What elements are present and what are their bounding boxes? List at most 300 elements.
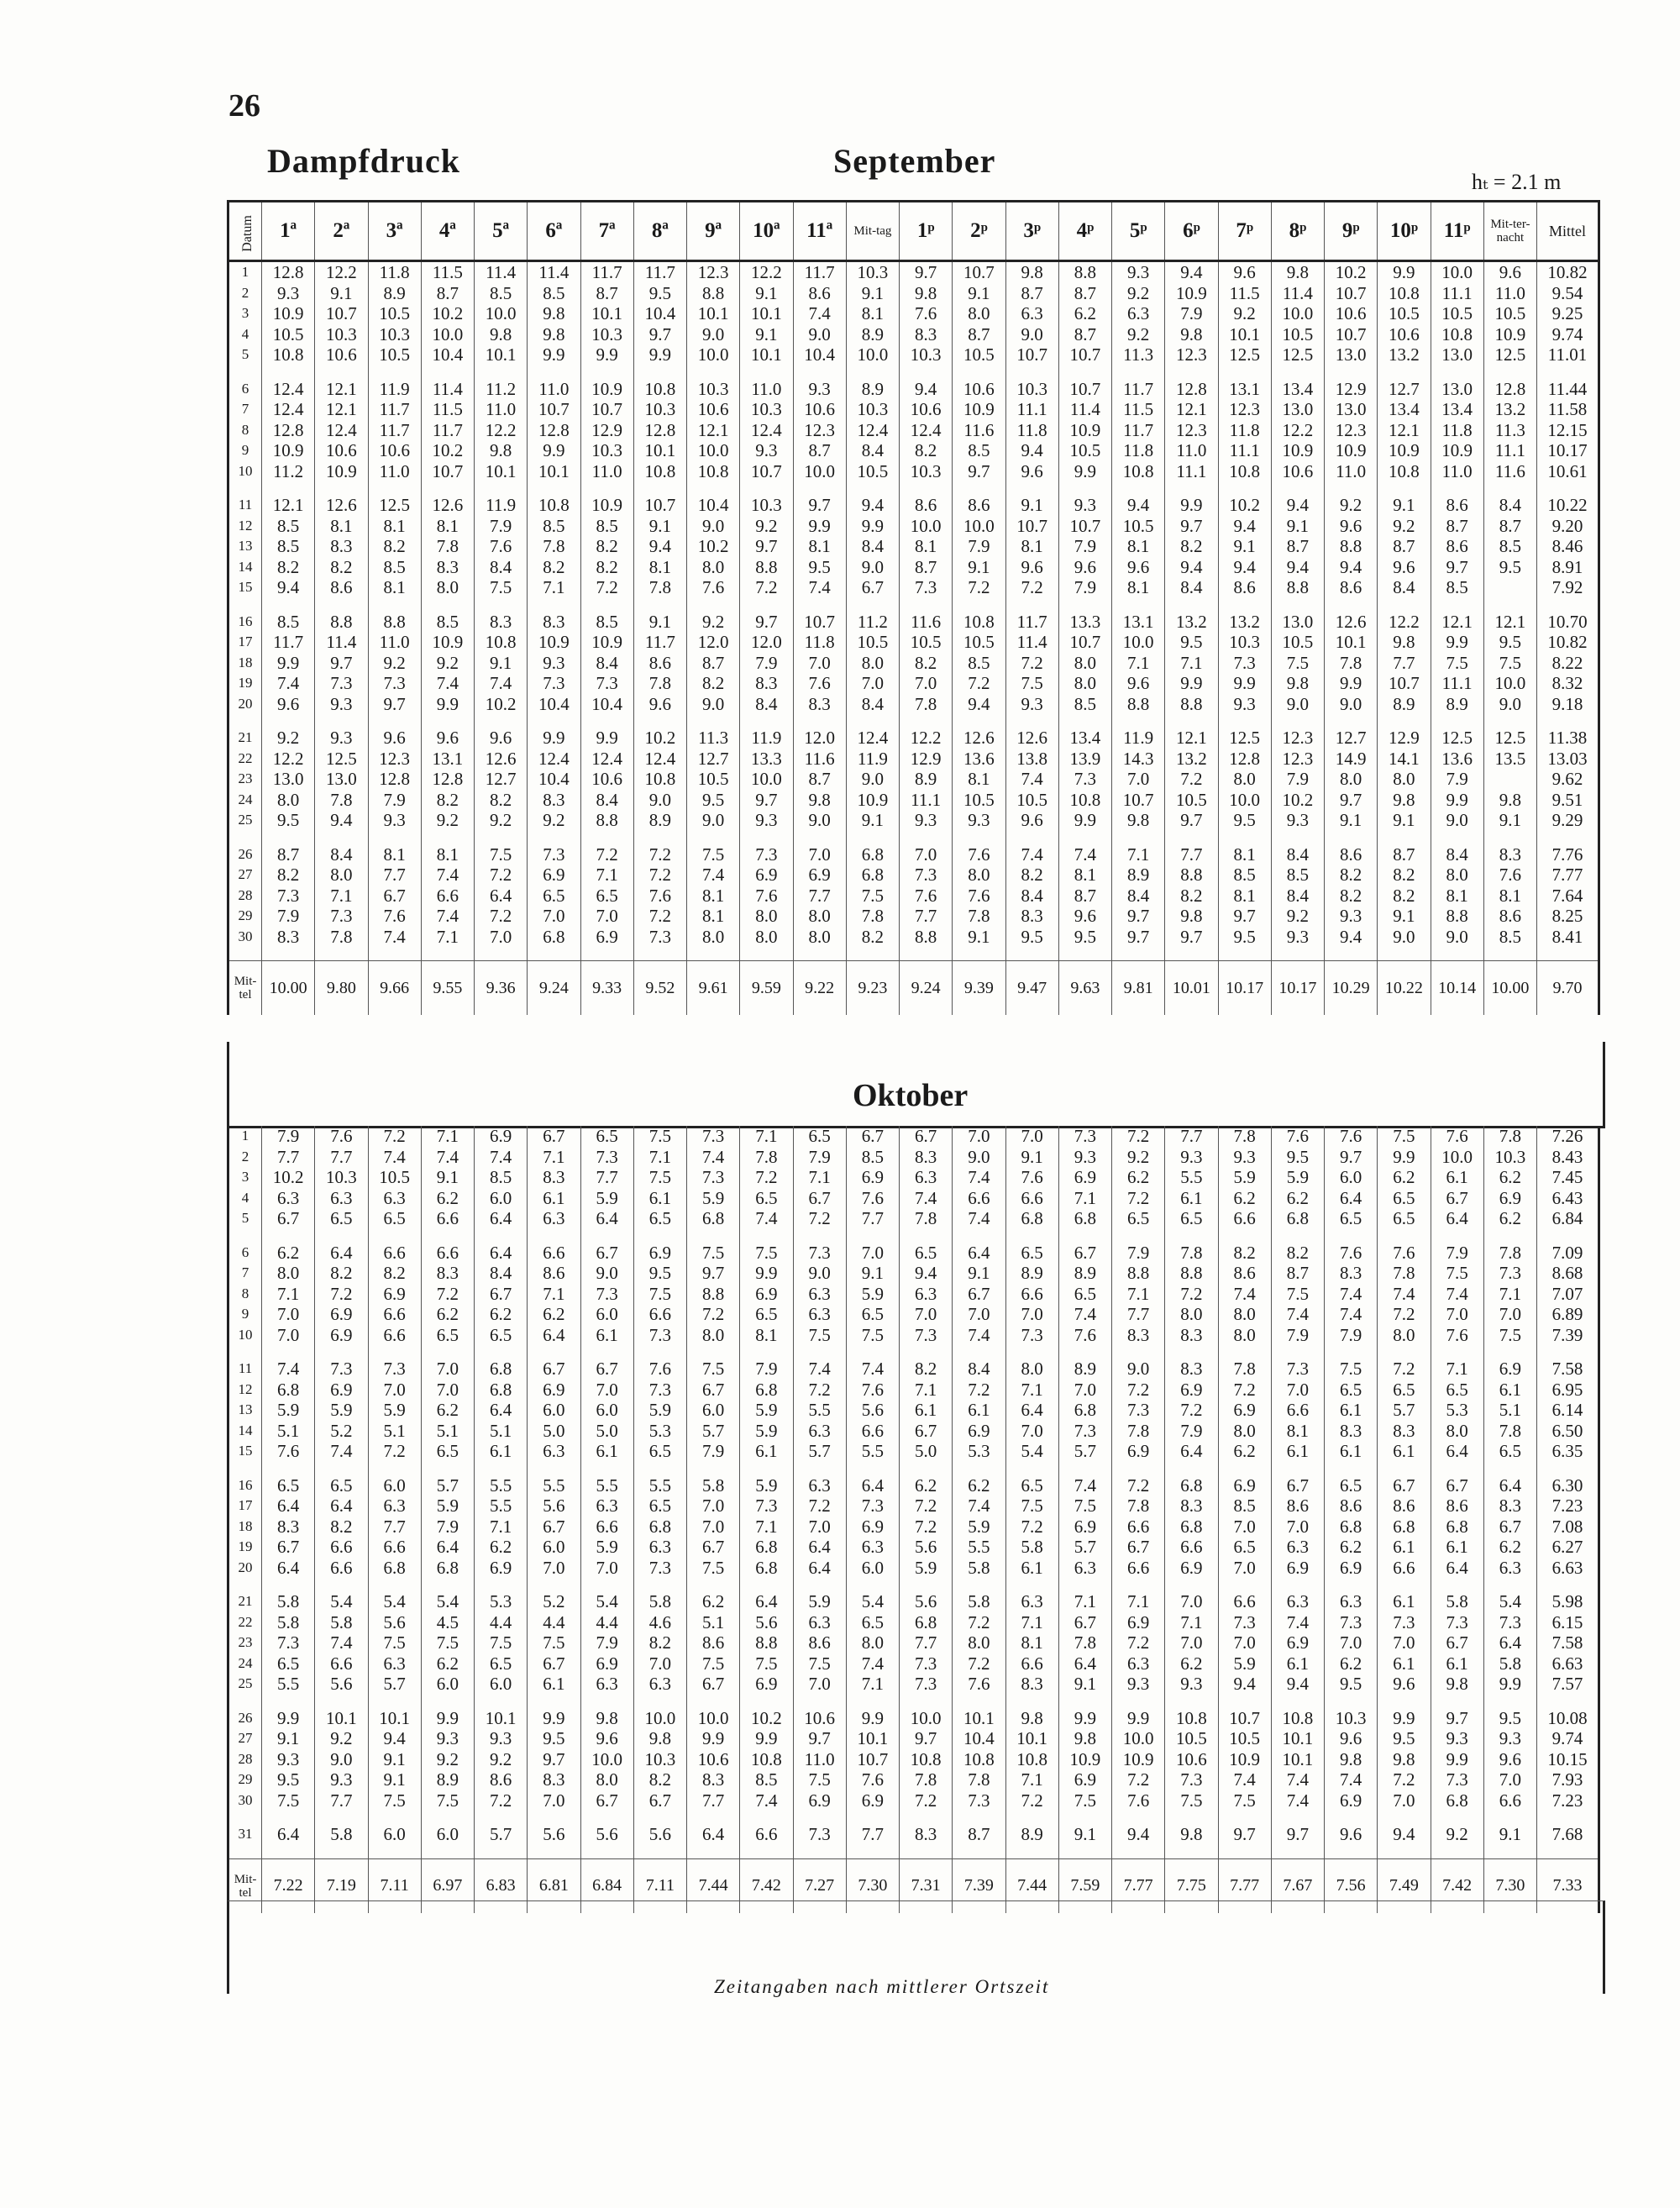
- mean-cell: 6.81: [528, 1858, 580, 1913]
- value-cell: 8.3: [315, 536, 368, 557]
- value-cell: 7.1: [1165, 653, 1218, 674]
- value-cell: 7.5: [1431, 1263, 1483, 1284]
- value-cell: 7.2: [475, 906, 528, 927]
- value-cell: 6.1: [740, 1441, 793, 1462]
- value-cell: 12.5: [1218, 344, 1271, 365]
- value-cell: 6.1: [475, 1441, 528, 1462]
- value-cell: 9.1: [1005, 495, 1058, 516]
- table-row: [228, 344, 1599, 365]
- value-cell: 8.1: [740, 1325, 793, 1346]
- value-cell: 6.5: [1378, 1188, 1431, 1209]
- value-cell: 5.4: [846, 1591, 899, 1612]
- group-gap: [228, 365, 1599, 379]
- value-cell: 11.1: [1218, 440, 1271, 461]
- day-cell: 16: [238, 612, 253, 629]
- value-cell: 13.2: [1218, 612, 1271, 633]
- value-cell: 8.7: [421, 283, 474, 304]
- value-cell: 7.0: [900, 1304, 953, 1325]
- value-cell: 9.6: [1218, 262, 1271, 283]
- value-cell: 10.0: [687, 440, 740, 461]
- value-cell: 6.1: [1378, 1591, 1431, 1612]
- value-cell: 7.0: [846, 1243, 899, 1264]
- value-cell: 7.5: [1483, 653, 1536, 674]
- value-cell: 7.4: [793, 303, 846, 324]
- value-cell: 6.6: [1112, 1558, 1165, 1579]
- value-cell: 8.3: [900, 1824, 953, 1845]
- value-cell: 10.5: [953, 344, 1005, 365]
- value-cell: 9.6: [1325, 1824, 1378, 1845]
- value-cell: 8.6: [1431, 1496, 1483, 1517]
- value-cell: 6.8: [475, 1380, 528, 1401]
- value-cell: 6.5: [1378, 1380, 1431, 1401]
- day-cell: 22: [238, 1613, 253, 1630]
- value-cell: 7.1: [1112, 653, 1165, 674]
- value-cell: 6.4: [1165, 1441, 1218, 1462]
- value-cell: 7.6: [633, 886, 686, 907]
- value-cell: 6.2: [1378, 1167, 1431, 1188]
- value-cell: 7.2: [1112, 1475, 1165, 1496]
- daily-mean-cell: 10.82: [1537, 262, 1599, 283]
- value-cell: 6.9: [475, 1126, 528, 1147]
- value-cell: 7.0: [580, 1558, 633, 1579]
- value-cell: 9.0: [1005, 324, 1058, 345]
- value-cell: 7.1: [740, 1126, 793, 1147]
- value-cell: 8.1: [315, 516, 368, 537]
- value-cell: 10.5: [953, 790, 1005, 811]
- value-cell: 6.9: [740, 865, 793, 886]
- value-cell: 12.3: [1325, 420, 1378, 441]
- value-cell: 8.9: [633, 810, 686, 831]
- value-cell: 6.5: [315, 1475, 368, 1496]
- value-cell: 5.7: [793, 1441, 846, 1462]
- value-cell: 9.1: [1325, 810, 1378, 831]
- value-cell: 6.4: [580, 1208, 633, 1229]
- value-cell: 9.7: [368, 694, 421, 715]
- value-cell: 6.7: [1431, 1188, 1483, 1209]
- value-cell: 7.5: [262, 1790, 315, 1811]
- value-cell: 6.2: [1218, 1441, 1271, 1462]
- value-cell: 6.1: [1378, 1441, 1431, 1462]
- value-cell: 12.4: [633, 749, 686, 770]
- value-cell: 6.4: [475, 1243, 528, 1264]
- value-cell: 9.4: [315, 810, 368, 831]
- value-cell: 10.1: [1271, 1749, 1324, 1770]
- value-cell: 7.9: [1112, 1243, 1165, 1264]
- value-cell: 7.6: [1058, 1325, 1111, 1346]
- value-cell: 11.4: [528, 262, 580, 283]
- value-cell: 7.5: [368, 1790, 421, 1811]
- value-cell: 10.6: [315, 344, 368, 365]
- value-cell: 10.5: [1112, 516, 1165, 537]
- value-cell: 7.3: [368, 673, 421, 694]
- value-cell: 13.6: [1431, 749, 1483, 770]
- value-cell: 7.0: [528, 1558, 580, 1579]
- value-cell: 10.7: [1112, 790, 1165, 811]
- daily-mean-cell: 10.22: [1537, 495, 1599, 516]
- value-cell: 6.2: [1325, 1537, 1378, 1558]
- value-cell: 10.5: [368, 1167, 421, 1188]
- value-cell: 5.3: [633, 1421, 686, 1442]
- value-cell: 6.6: [368, 1537, 421, 1558]
- mean-cell: 7.49: [1378, 1858, 1431, 1913]
- table-row: [228, 495, 1599, 516]
- value-cell: 7.6: [475, 536, 528, 557]
- day-cell: 7: [241, 401, 249, 417]
- value-cell: 7.4: [953, 1167, 1005, 1188]
- table-row: [228, 1632, 1599, 1653]
- value-cell: 8.1: [1218, 886, 1271, 907]
- value-cell: 7.3: [262, 886, 315, 907]
- value-cell: 13.4: [1431, 399, 1483, 420]
- value-cell: 6.5: [475, 1325, 528, 1346]
- value-cell: 6.8: [740, 1380, 793, 1401]
- value-cell: 7.2: [633, 906, 686, 927]
- value-cell: [1483, 769, 1536, 790]
- value-cell: 8.0: [1378, 1325, 1431, 1346]
- value-cell: 6.5: [846, 1612, 899, 1633]
- value-cell: 6.2: [475, 1537, 528, 1558]
- value-cell: 8.2: [262, 557, 315, 578]
- value-cell: 9.1: [1483, 810, 1536, 831]
- value-cell: 5.1: [1483, 1400, 1536, 1421]
- group-gap: [228, 1695, 1599, 1708]
- day-cell: 1: [241, 264, 249, 280]
- value-cell: 8.2: [846, 927, 899, 948]
- value-cell: 7.6: [687, 577, 740, 598]
- value-cell: 7.5: [687, 844, 740, 865]
- table-row: [228, 1126, 1599, 1147]
- value-cell: 13.8: [1005, 749, 1058, 770]
- value-cell: 7.3: [687, 1167, 740, 1188]
- value-cell: 8.7: [1058, 886, 1111, 907]
- value-cell: 5.7: [687, 1421, 740, 1442]
- value-cell: 7.2: [580, 577, 633, 598]
- value-cell: 8.0: [953, 303, 1005, 324]
- value-cell: 9.8: [1271, 673, 1324, 694]
- value-cell: 10.7: [1058, 379, 1111, 400]
- value-cell: 8.3: [262, 1517, 315, 1538]
- value-cell: 6.8: [368, 1558, 421, 1579]
- value-cell: 5.4: [315, 1591, 368, 1612]
- value-cell: 6.3: [1005, 1591, 1058, 1612]
- value-cell: 8.7: [900, 557, 953, 578]
- value-cell: 9.7: [900, 262, 953, 283]
- value-cell: 8.6: [475, 1769, 528, 1790]
- value-cell: 6.9: [1058, 1517, 1111, 1538]
- column-header: [227, 200, 1600, 262]
- value-cell: 6.9: [475, 1558, 528, 1579]
- value-cell: 7.6: [1431, 1126, 1483, 1147]
- value-cell: 7.5: [1271, 1284, 1324, 1305]
- value-cell: 6.0: [580, 1400, 633, 1421]
- value-cell: 7.2: [1378, 1769, 1431, 1790]
- mean-cell: 10.22: [1378, 961, 1431, 1016]
- value-cell: 5.5: [633, 1475, 686, 1496]
- mean-cell: 9.52: [633, 961, 686, 1016]
- value-cell: 12.5: [1483, 344, 1536, 365]
- daily-mean-cell: 11.01: [1537, 344, 1599, 365]
- daily-mean-cell: 6.63: [1537, 1558, 1599, 1579]
- value-cell: 6.3: [793, 1284, 846, 1305]
- value-cell: 7.5: [740, 1243, 793, 1264]
- value-cell: 9.7: [315, 653, 368, 674]
- value-cell: 8.2: [262, 865, 315, 886]
- value-cell: 7.8: [633, 577, 686, 598]
- day-cell: 21: [238, 729, 253, 745]
- value-cell: 9.8: [1378, 1749, 1431, 1770]
- value-cell: 11.7: [368, 420, 421, 441]
- value-cell: 8.8: [1325, 536, 1378, 557]
- value-cell: 8.0: [1165, 1304, 1218, 1325]
- value-cell: 7.7: [1165, 1126, 1218, 1147]
- value-cell: 5.1: [262, 1421, 315, 1442]
- value-cell: 8.1: [1483, 886, 1536, 907]
- value-cell: 12.8: [421, 769, 474, 790]
- value-cell: 7.2: [953, 1612, 1005, 1633]
- value-cell: 6.1: [580, 1325, 633, 1346]
- value-cell: 7.0: [793, 653, 846, 674]
- value-cell: 5.6: [315, 1674, 368, 1695]
- value-cell: 12.7: [687, 749, 740, 770]
- value-cell: 9.5: [1271, 1147, 1324, 1168]
- value-cell: 12.2: [315, 262, 368, 283]
- value-cell: 6.9: [793, 1790, 846, 1811]
- value-cell: 6.9: [580, 927, 633, 948]
- table-row: [228, 728, 1599, 749]
- value-cell: 6.7: [953, 1284, 1005, 1305]
- value-cell: 7.9: [740, 653, 793, 674]
- table-row: [228, 927, 1599, 948]
- value-cell: 6.2: [1218, 1188, 1271, 1209]
- mean-cell: 7.67: [1271, 1858, 1324, 1913]
- value-cell: 10.7: [1005, 344, 1058, 365]
- value-cell: 10.8: [475, 632, 528, 653]
- value-cell: 8.0: [1058, 673, 1111, 694]
- daily-mean-cell: 6.84: [1537, 1208, 1599, 1229]
- day-cell: 20: [238, 695, 253, 712]
- value-cell: 7.4: [1325, 1284, 1378, 1305]
- day-cell: 11: [238, 1360, 253, 1376]
- value-cell: 12.4: [900, 420, 953, 441]
- day-cell: 4: [241, 325, 249, 342]
- value-cell: 7.4: [793, 1359, 846, 1380]
- value-cell: 10.7: [1058, 632, 1111, 653]
- value-cell: 8.7: [1483, 516, 1536, 537]
- value-cell: 12.0: [740, 632, 793, 653]
- value-cell: 6.8: [262, 1380, 315, 1401]
- value-cell: 7.4: [1325, 1769, 1378, 1790]
- header-hour: 5ᵖ: [1112, 202, 1165, 261]
- value-cell: 10.5: [1005, 790, 1058, 811]
- value-cell: 8.4: [580, 790, 633, 811]
- value-cell: 7.3: [953, 1790, 1005, 1811]
- value-cell: 6.6: [315, 1653, 368, 1674]
- value-cell: 6.7: [528, 1653, 580, 1674]
- value-cell: 6.9: [315, 1304, 368, 1325]
- value-cell: 10.1: [475, 461, 528, 482]
- day-cell: 20: [238, 1559, 253, 1575]
- value-cell: 6.1: [1005, 1558, 1058, 1579]
- value-cell: 8.6: [1325, 844, 1378, 865]
- value-cell: 7.3: [315, 673, 368, 694]
- value-cell: 9.2: [740, 516, 793, 537]
- value-cell: 5.5: [262, 1674, 315, 1695]
- value-cell: 7.1: [1005, 1612, 1058, 1633]
- table-row: [228, 810, 1599, 831]
- value-cell: 6.4: [1431, 1441, 1483, 1462]
- table-row: [228, 557, 1599, 578]
- value-cell: 9.4: [368, 1728, 421, 1749]
- value-cell: 7.2: [315, 1284, 368, 1305]
- value-cell: 5.6: [900, 1537, 953, 1558]
- value-cell: 9.9: [528, 1708, 580, 1729]
- value-cell: 9.2: [475, 1749, 528, 1770]
- value-cell: 11.4: [475, 262, 528, 283]
- value-cell: 7.1: [1431, 1359, 1483, 1380]
- group-gap: [228, 947, 1599, 961]
- value-cell: 8.6: [633, 653, 686, 674]
- value-cell: 7.6: [1271, 1126, 1324, 1147]
- value-cell: 7.5: [633, 1284, 686, 1305]
- value-cell: 6.2: [421, 1304, 474, 1325]
- value-cell: 7.7: [315, 1147, 368, 1168]
- value-cell: 9.8: [528, 324, 580, 345]
- table-row: [228, 1208, 1599, 1229]
- value-cell: 5.9: [846, 1284, 899, 1305]
- value-cell: 8.5: [368, 557, 421, 578]
- value-cell: 6.4: [528, 1325, 580, 1346]
- value-cell: 7.3: [1218, 653, 1271, 674]
- value-cell: 7.8: [1325, 653, 1378, 674]
- day-cell: 9: [241, 1306, 249, 1322]
- value-cell: 7.6: [900, 886, 953, 907]
- value-cell: 9.8: [1378, 632, 1431, 653]
- value-cell: 9.8: [528, 303, 580, 324]
- value-cell: 7.5: [475, 844, 528, 865]
- value-cell: 5.5: [528, 1475, 580, 1496]
- value-cell: 7.1: [1112, 1591, 1165, 1612]
- value-cell: 12.6: [1325, 612, 1378, 633]
- value-cell: 9.4: [1218, 557, 1271, 578]
- header-hour: 6ᵖ: [1165, 202, 1218, 261]
- value-cell: 5.3: [1431, 1400, 1483, 1421]
- value-cell: 12.0: [687, 632, 740, 653]
- value-cell: 6.5: [900, 1243, 953, 1264]
- day-cell: 12: [238, 1380, 253, 1397]
- value-cell: 6.5: [580, 1126, 633, 1147]
- value-cell: 7.7: [368, 865, 421, 886]
- value-cell: 7.9: [262, 906, 315, 927]
- value-cell: 11.0: [368, 632, 421, 653]
- value-cell: 12.2: [1271, 420, 1324, 441]
- value-cell: 7.9: [1431, 1243, 1483, 1264]
- value-cell: 6.6: [1218, 1208, 1271, 1229]
- value-cell: 7.4: [475, 1147, 528, 1168]
- value-cell: 7.8: [1058, 1632, 1111, 1653]
- value-cell: 9.6: [1058, 906, 1111, 927]
- value-cell: 6.5: [580, 886, 633, 907]
- value-cell: 9.7: [1271, 1824, 1324, 1845]
- value-cell: 7.0: [528, 1790, 580, 1811]
- value-cell: 8.3: [740, 673, 793, 694]
- day-cell: 14: [238, 1422, 253, 1438]
- value-cell: 7.4: [1271, 1790, 1324, 1811]
- value-cell: 6.6: [1165, 1537, 1218, 1558]
- value-cell: 7.0: [1218, 1558, 1271, 1579]
- value-cell: 9.1: [1483, 1824, 1536, 1845]
- value-cell: 9.7: [1112, 906, 1165, 927]
- value-cell: 9.5: [793, 557, 846, 578]
- value-cell: 12.4: [580, 749, 633, 770]
- value-cell: 7.3: [633, 1325, 686, 1346]
- value-cell: 9.0: [793, 324, 846, 345]
- value-cell: 11.9: [475, 495, 528, 516]
- value-cell: 10.7: [421, 461, 474, 482]
- daily-mean-cell: 6.63: [1537, 1653, 1599, 1674]
- value-cell: 10.7: [953, 262, 1005, 283]
- value-cell: 8.2: [368, 536, 421, 557]
- value-cell: 9.6: [1483, 262, 1536, 283]
- value-cell: 6.3: [315, 1188, 368, 1209]
- table-row: [228, 379, 1599, 400]
- value-cell: 8.3: [1483, 1496, 1536, 1517]
- value-cell: 9.9: [528, 440, 580, 461]
- value-cell: 9.5: [1218, 927, 1271, 948]
- value-cell: 13.4: [1058, 728, 1111, 749]
- value-cell: 6.2: [1483, 1167, 1536, 1188]
- mean-cell: 9.23: [846, 961, 899, 1016]
- value-cell: 7.4: [1218, 1769, 1271, 1790]
- value-cell: 6.3: [793, 1304, 846, 1325]
- value-cell: 8.6: [1218, 577, 1271, 598]
- value-cell: 7.4: [793, 577, 846, 598]
- value-cell: 7.1: [528, 1284, 580, 1305]
- value-cell: 10.5: [953, 632, 1005, 653]
- value-cell: 7.4: [740, 1208, 793, 1229]
- value-cell: 10.9: [262, 440, 315, 461]
- value-cell: 5.8: [953, 1591, 1005, 1612]
- value-cell: 6.5: [1431, 1380, 1483, 1401]
- value-cell: 7.6: [846, 1380, 899, 1401]
- value-cell: 4.6: [633, 1612, 686, 1633]
- value-cell: 9.1: [1058, 1824, 1111, 1845]
- value-cell: 7.3: [1112, 1400, 1165, 1421]
- value-cell: 10.5: [1431, 303, 1483, 324]
- value-cell: 10.0: [1431, 1147, 1483, 1168]
- day-cell: 23: [238, 770, 253, 786]
- value-cell: 8.3: [528, 612, 580, 633]
- value-cell: 8.6: [1483, 906, 1536, 927]
- value-cell: 5.3: [475, 1591, 528, 1612]
- mean-cell: 9.81: [1112, 961, 1165, 1016]
- value-cell: 9.6: [1058, 557, 1111, 578]
- value-cell: 6.7: [687, 1380, 740, 1401]
- value-cell: 6.7: [1271, 1475, 1324, 1496]
- value-cell: 8.4: [846, 694, 899, 715]
- mean-cell: 7.30: [846, 1858, 899, 1913]
- value-cell: 7.4: [1271, 1612, 1324, 1633]
- value-cell: 7.3: [740, 1496, 793, 1517]
- value-cell: 12.8: [1165, 379, 1218, 400]
- value-cell: 9.9: [846, 1708, 899, 1729]
- value-cell: 8.2: [1378, 865, 1431, 886]
- value-cell: 8.1: [1058, 865, 1111, 886]
- value-cell: 10.9: [1058, 1749, 1111, 1770]
- header-hour: 11ᵖ: [1431, 202, 1483, 261]
- value-cell: 11.0: [793, 1749, 846, 1770]
- value-cell: 6.0: [528, 1537, 580, 1558]
- value-cell: 6.2: [687, 1591, 740, 1612]
